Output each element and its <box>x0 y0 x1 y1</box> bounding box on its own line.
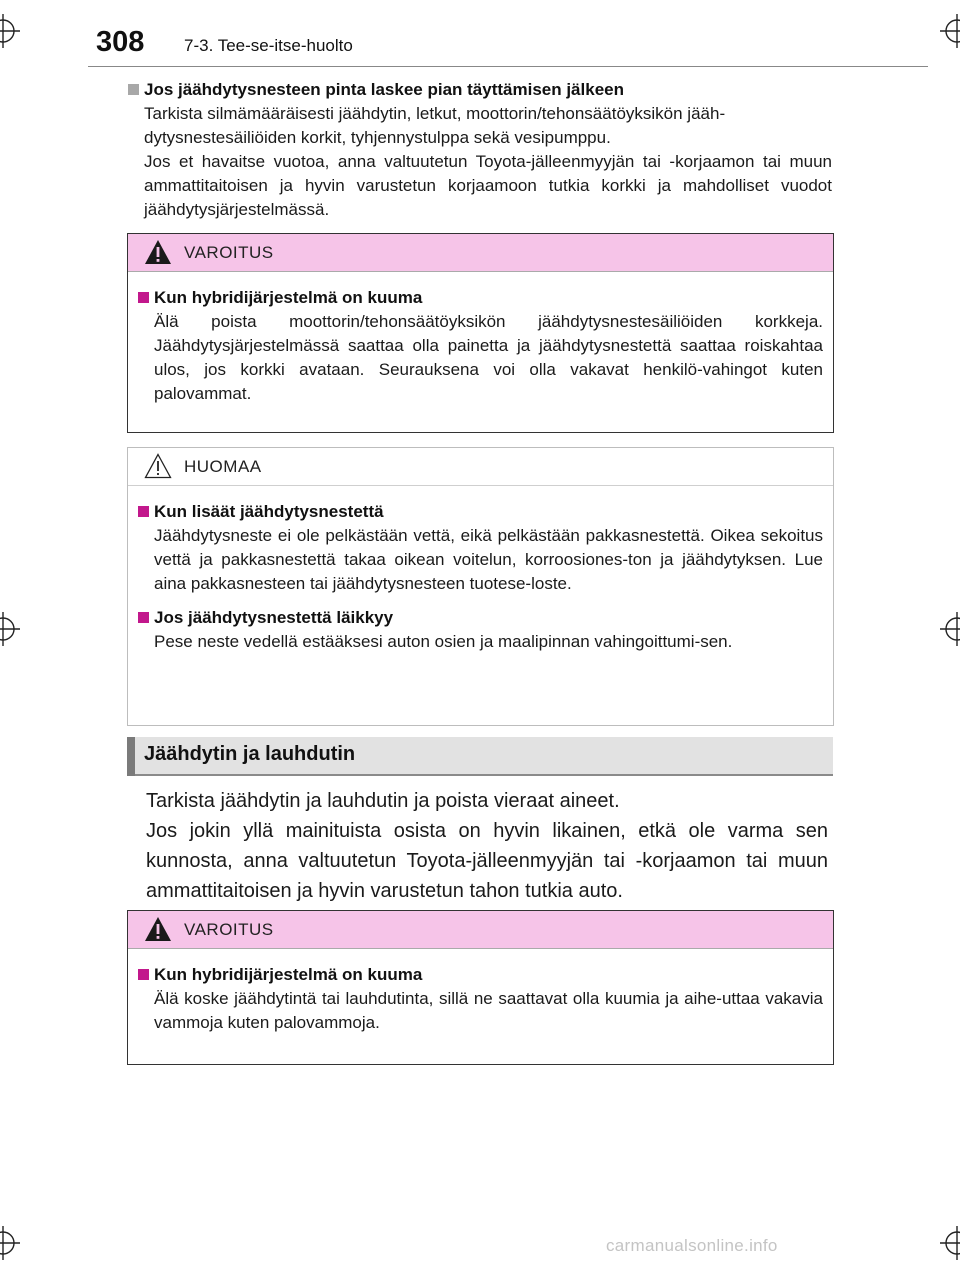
warning-header <box>128 234 833 272</box>
notice-item <box>138 500 823 596</box>
notice-item-heading-text: Kun lisäät jäähdytysnestettä <box>154 502 384 521</box>
notice-item-heading-text: Jos jäähdytysnestettä läikkyy <box>154 608 394 627</box>
section-accent-bar <box>127 737 135 776</box>
intro-heading-text: Jos jäähdytysnesteen pinta laskee pian täyttämisen jälkeen <box>144 80 624 99</box>
warning-triangle-icon <box>144 239 172 270</box>
section-heading: Jäähdytin ja lauhdutin <box>144 743 356 765</box>
warning-body <box>128 949 833 1045</box>
warning-box <box>127 910 834 1065</box>
warning-label: VAROITUS <box>184 243 274 262</box>
intro-text-1 <box>128 102 832 150</box>
notice-box <box>127 447 834 726</box>
watermark-text: carmanualsonline.info <box>606 1236 778 1255</box>
chapter-title: 7-3. Tee-se-itse-huolto <box>184 36 353 55</box>
registration-mark-icon <box>940 612 960 646</box>
header-divider <box>88 66 928 67</box>
warning-box <box>127 233 834 433</box>
bullet-square-icon <box>138 292 149 303</box>
registration-mark-icon <box>940 1226 960 1260</box>
registration-mark-icon <box>940 14 960 48</box>
section-heading-band <box>127 737 833 776</box>
bullet-square-icon <box>128 84 139 95</box>
notice-item-text: Jäähdytysneste ei ole pelkästään vettä, eikä pelkästään pakkasnestettä. Oikea sekoitus vettä ja pakkasnestettä takaa oikean voitelun, korroosiones-ton ja jäähdytyksen. Lue aina pakkasnesteen tai jäähdytysnesteen tuotese-loste. <box>154 526 823 593</box>
warning-triangle-icon <box>144 916 172 947</box>
warning-header <box>128 911 833 949</box>
warning-heading-text: Kun hybridijärjestelmä on kuuma <box>154 965 423 984</box>
notice-header <box>128 448 833 486</box>
registration-mark-icon <box>0 612 20 646</box>
intro-block <box>128 78 832 222</box>
bullet-square-icon <box>138 612 149 623</box>
notice-body <box>128 486 833 664</box>
warning-body <box>128 272 833 416</box>
page-number: 308 <box>96 26 145 58</box>
intro-line-2: dytysnestesäiliöiden korkit, tyhjennystulppa sekä vesipumppu. <box>144 128 611 147</box>
warning-heading <box>138 963 823 987</box>
bullet-square-icon <box>138 969 149 980</box>
caution-triangle-icon <box>144 453 172 484</box>
notice-item-heading <box>138 500 823 524</box>
section-body-text <box>146 786 828 906</box>
notice-label: HUOMAA <box>184 457 262 476</box>
warning-heading <box>138 286 823 310</box>
warning-label: VAROITUS <box>184 920 274 939</box>
intro-heading <box>128 78 832 102</box>
section-text: Jos jokin yllä mainituista osista on hyvin likainen, etkä ole varma sen kunnosta, anna valtuutetun Toyota-jälleenmyyjän tai -korjaamon tai muun ammattitaitoisen ja hyvin varustetun tahon tutkia auto. <box>146 820 828 902</box>
notice-item-heading <box>138 606 823 630</box>
section-line-1: Tarkista jäähdytin ja lauhdutin ja poista vieraat aineet. <box>146 790 620 812</box>
warning-heading-text: Kun hybridijärjestelmä on kuuma <box>154 288 423 307</box>
notice-item-text: Pese neste vedellä estääksesi auton osien ja maalipinnan vahingoittumi-sen. <box>154 632 733 651</box>
warning-text-line1: Älä poista moottorin/tehonsäätöyksikön jäähdytysnestesäiliöiden korkkeja. <box>154 312 823 331</box>
bullet-square-icon <box>138 506 149 517</box>
registration-mark-icon <box>0 1226 20 1260</box>
warning-text: Älä koske jäähdytintä tai lauhdutinta, sillä ne saattavat olla kuumia ja aihe-uttaa vakavia vammoja kuten palovammoja. <box>154 989 823 1032</box>
intro-line-1: Tarkista silmämääräisesti jäähdytin, letkut, moottorin/tehonsäätöyksikön jääh- <box>144 104 726 123</box>
intro-text-2: Jos et havaitse vuotoa, anna valtuutetun Toyota-jälleenmyyjän tai -korjaamon tai muun ammattitaitoisen ja hyvin varustetun korjaamoon tutkia korkki ja mahdolliset vuodot jäähdytysjärjestelmässä. <box>144 152 832 219</box>
registration-mark-icon <box>0 14 20 48</box>
notice-item <box>138 606 823 654</box>
warning-text <box>138 310 823 406</box>
warning-text-rest: Jäähdytysjärjestelmässä saattaa olla painetta ja jäähdytysnestettä saattaa roiskahtaa ulos, jos korkki avataan. Seurauksena voi olla vakavat henkilö-vahingot kuten palovammat. <box>154 336 823 403</box>
